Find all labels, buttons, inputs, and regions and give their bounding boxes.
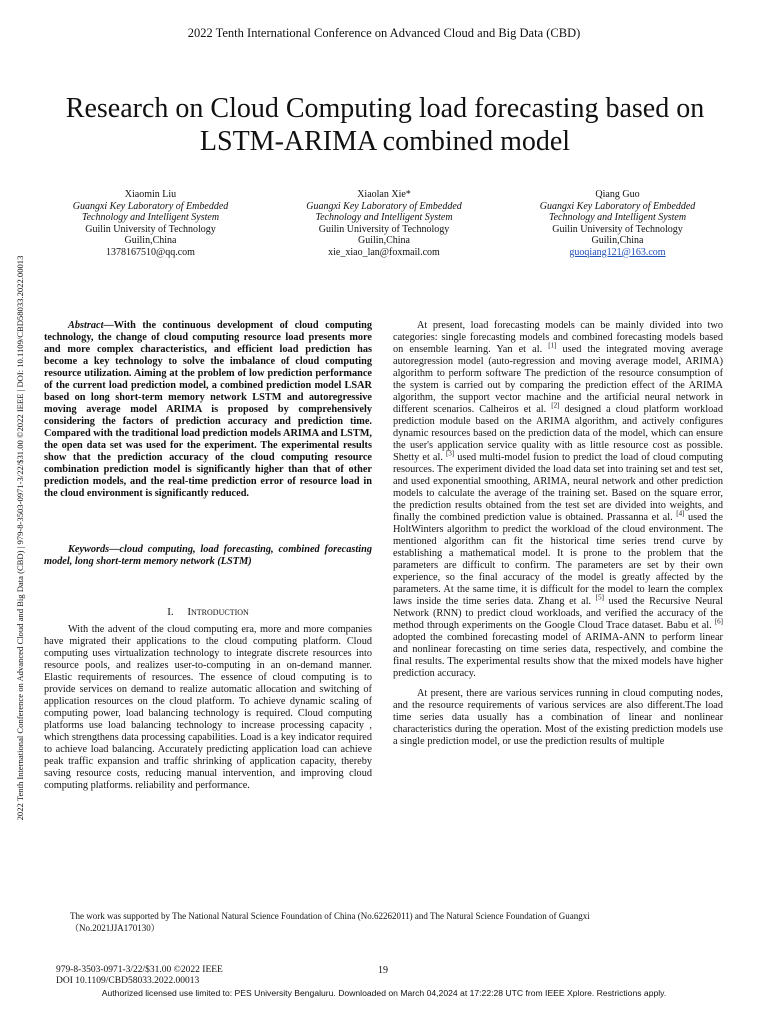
author-email: xie_xiao_lan@foxmail.com <box>328 246 440 258</box>
author-city: Guilin,China <box>591 235 644 246</box>
author-university: Guilin University of Technology <box>552 223 683 235</box>
author-3 <box>535 189 700 258</box>
left-column <box>44 320 372 792</box>
author-email: 1378167510@qq.com <box>106 246 195 258</box>
keywords: Keywords—cloud computing, load forecasting, combined forecasting model, long short-term memory network (LSTM) <box>44 544 372 567</box>
abstract-text: —With the continuous development of cloud computing technology, the change of cloud computing resource load presents more and more complex characteristics, and efficient load prediction has become a key technology to solve the imbalance of cloud computing resource utilization. Aiming at the problem of low prediction performance of the current load prediction model, a combined prediction model LSAR based on long short-term memory network LSTM and autoregressive moving average model ARIMA is proposed by comprehensively considering the factors of prediction accuracy and prediction time. Compared with the traditional load prediction models ARIMA and LSTM, the open data set was used for the experiment. The experimental results show that the prediction accuracy of the cloud computing resource combination prediction model is significantly higher than that of other prediction models, and the real-time prediction error of resource load in the cloud environment is significantly reduced. <box>44 320 373 499</box>
author-university: Guilin University of Technology <box>85 223 216 235</box>
citation-ref: [4] <box>676 509 685 518</box>
conference-header: 2022 Tenth International Conference on Advanced Cloud and Big Data (CBD) <box>187 26 581 40</box>
footnote-line: （No.2021JJA170130） <box>70 923 160 933</box>
author-city: Guilin,China <box>358 235 410 246</box>
footnote-line: The work was supported by The National Natural Science Foundation of China (No.62262011) and The Natural Science Foundation of Guangxi <box>70 911 590 921</box>
paragraph-text: used the integrated moving average autoregression model (auto-regression and moving average model, ARIMA) algorithm to perform software The prediction of the resource consumption of the system is carried out by comparing the prediction effect of the ARIMA algorithm, the support vector machine and the artificial neural network in different scenarios. Calheiros et al. <box>393 344 723 415</box>
right-column <box>393 320 723 748</box>
intro-paragraph: With the advent of the cloud computing era, more and more companies have migrated their applications to the cloud computing platform. Cloud computing uses virtualization technology to integrate discrete resources into resource pools, and realizes user-to-computing in an on-demand manner. Elastic requirements of resources. The essence of cloud computing is to provide services on demand to realize automatic allocation and switching of application resources on the cloud platform. To achieve dynamic scaling of computing power, load balancing technology is required. Cloud computing platforms use load balancing technology to increase processing capacity , which strengthens data processing capabilities. Load is a key indicator required to achieve load balancing. Accurately predicting application load can achieve peak traffic expansion and traffic shrinking of application capacity, thereby saving resource costs, reducing manual intervention, and improving cloud computing platforms. reliability and performance. <box>44 624 372 791</box>
section-heading-introduction <box>44 606 372 618</box>
services-paragraph: At present, there are various services running in cloud computing nodes, and the resource requirements of various services are also different.The load time series data usually has a combination of linear and nonlinear characteristics during the operation. Most of the existing prediction models use a single prediction model, or use the prediction results of multiple <box>393 688 723 747</box>
citation-ref: [1] <box>548 341 557 350</box>
doi-line: DOI 10.1109/CBD58033.2022.00013 <box>56 976 200 986</box>
page-number: 19 <box>378 965 388 976</box>
section-title: Introduction <box>187 606 249 618</box>
paragraph-text: adopted the combined forecasting model of ARIMA-ANN to perform linear and nonlinear forecasting on time series data, respectively, and combine the final results. The experimental results show that the mixed models have higher prediction accuracy. <box>393 632 723 679</box>
isbn-line: 979-8-3503-0971-3/22/$31.00 ©2022 IEEE <box>56 965 223 975</box>
citation-ref: [3] <box>446 449 455 458</box>
funding-footnote <box>70 910 710 934</box>
author-city: Guilin,China <box>124 235 177 246</box>
paragraph-text: used the Recursive Neural Network (RNN) to predict cloud workloads, and verified the accuracy of the method through experiments on the Google Cloud Trace dataset. Babu et al. <box>393 596 723 631</box>
author-name: Xiaomin Liu <box>124 189 177 200</box>
related-work-paragraph <box>393 320 723 680</box>
paragraph-text: used multi-model fusion to predict the load of cloud computing resources. The experiment divided the load data set into training set and test set, and used exponential smoothing, ARIMA, neural network and other prediction models to calculate the average of the training set. Based on the square error, the prediction results obtained from the test set are divided into weights, and finally the combined prediction value is obtained. Prassanna et al. <box>393 452 723 523</box>
citation-ref: [6] <box>714 617 723 626</box>
author-name: Xiaolan Xie* <box>357 189 411 200</box>
author-university: Guilin University of Technology <box>318 223 450 235</box>
author-affiliation: Guangxi Key Laboratory of Embedded Technology and Intelligent System <box>72 200 229 223</box>
author-1 <box>68 189 233 258</box>
paragraph-text: used the HoltWinters algorithm to predict the workload of the cloud environment. The mentioned algorithm can fit the historical time series trend curve by establishing a mathematical model. It is prone to the problem that the parameters are difficult to confirm. The parameters are set by their own experience, so the final accuracy of the model is greatly affected by the parameters. At the same time, it is difficult for the model to learn the complex laws inside the time series data. Zhang et al. <box>393 512 723 607</box>
author-2 <box>302 189 467 258</box>
citation-ref: [2] <box>551 401 560 410</box>
license-notice: Authorized licensed use limited to: PES University Bengaluru. Downloaded on March 04,2024 at 17:22:28 UTC from IEEE Xplore. Restrictions apply. <box>101 988 667 998</box>
abstract <box>44 320 372 500</box>
abstract-label: Abstract <box>68 320 104 331</box>
author-affiliation: Guangxi Key Laboratory of Embedded Technology and Intelligent System <box>539 200 696 223</box>
author-name: Qiang Guo <box>595 189 640 200</box>
author-affiliation: Guangxi Key Laboratory of Embedded Technology and Intelligent System <box>306 200 462 223</box>
section-number: I. <box>167 606 174 618</box>
paragraph-text: At present, load forecasting models can be mainly divided into two categories: single forecasting models and combined forecasting models based on ensemble learning. Yan et al. <box>393 320 723 355</box>
citation-ref: [5] <box>595 593 604 602</box>
side-citation-note: 2022 Tenth International Conference on Advanced Cloud and Big Data (CBD) | 979-8-3503-0971-3/22/$31.00 ©2022 IEEE | DOI: 10.1109/CBD58033.2022.00013 <box>15 255 25 821</box>
paragraph-text: designed a cloud platform workload prediction module based on the ARIMA algorithm, and actively configures dynamic resources based on the prediction data of the model, which can ensure the user's application service quality with as little resource cost as possible. Shetty et al. <box>393 404 724 463</box>
paper-title: Research on Cloud Computing load forecasting based on LSTM-ARIMA combined model <box>65 93 705 157</box>
publication-info <box>56 965 223 987</box>
author-block <box>68 189 700 258</box>
author-email-link[interactable]: guoqiang121@163.com <box>569 246 666 258</box>
